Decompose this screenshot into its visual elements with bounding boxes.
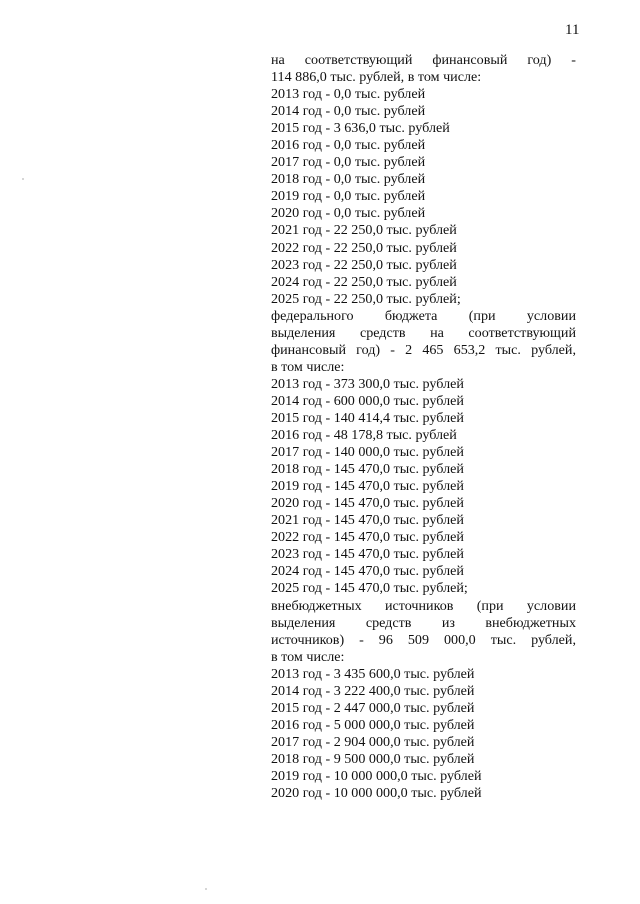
text-line: 2016 год - 5 000 000,0 тыс. рублей [271, 716, 475, 733]
text-line: 2021 год - 22 250,0 тыс. рублей [271, 222, 457, 239]
funding-text-block [271, 52, 576, 802]
text-line: 2017 год - 140 000,0 тыс. рублей [271, 444, 464, 461]
text-line: 2015 год - 3 636,0 тыс. рублей [271, 120, 450, 137]
text-line: 2022 год - 145 470,0 тыс. рублей [271, 529, 464, 546]
text-line: 2017 год - 0,0 тыс. рублей [271, 154, 426, 171]
text-line: 2014 год - 0,0 тыс. рублей [271, 103, 426, 120]
text-line: 2022 год - 22 250,0 тыс. рублей [271, 239, 457, 256]
text-line: 2023 год - 22 250,0 тыс. рублей [271, 256, 457, 273]
text-line: 2016 год - 0,0 тыс. рублей [271, 137, 426, 154]
text-line: финансовый год) - 2 465 653,2 тыс. рублей, [271, 341, 576, 358]
text-line: 2024 год - 145 470,0 тыс. рублей [271, 563, 464, 580]
text-line: 2019 год - 145 470,0 тыс. рублей [271, 478, 464, 495]
text-line: 2025 год - 22 250,0 тыс. рублей; [271, 290, 461, 307]
text-line: федерального бюджета (при условии [271, 307, 576, 324]
text-line: 2021 год - 145 470,0 тыс. рублей [271, 512, 464, 529]
text-line: 2020 год - 10 000 000,0 тыс. рублей [271, 785, 482, 802]
text-line: 2019 год - 0,0 тыс. рублей [271, 188, 426, 205]
text-line: 2023 год - 145 470,0 тыс. рублей [271, 546, 464, 563]
text-line: 2018 год - 145 470,0 тыс. рублей [271, 461, 464, 478]
text-line: 2017 год - 2 904 000,0 тыс. рублей [271, 733, 475, 750]
text-line: на соответствующий финансовый год) - [271, 52, 576, 68]
text-line: 2013 год - 373 300,0 тыс. рублей [271, 375, 464, 392]
text-line: 2020 год - 145 470,0 тыс. рублей [271, 495, 464, 512]
text-line: в том числе: [271, 648, 345, 665]
text-line: 2020 год - 0,0 тыс. рублей [271, 205, 426, 222]
text-line: выделения средств из внебюджетных [271, 614, 576, 631]
text-line: 2013 год - 3 435 600,0 тыс. рублей [271, 665, 475, 682]
text-line: 114 886,0 тыс. рублей, в том числе: [271, 69, 482, 86]
scan-speck [205, 888, 207, 890]
text-line: 2018 год - 0,0 тыс. рублей [271, 171, 426, 188]
page-number: 11 [565, 22, 580, 38]
text-line: 2025 год - 145 470,0 тыс. рублей; [271, 580, 468, 597]
text-line: 2016 год - 48 178,8 тыс. рублей [271, 427, 457, 444]
text-line: выделения средств на соответствующий [271, 324, 576, 341]
scan-speck [22, 178, 24, 180]
text-line: 2019 год - 10 000 000,0 тыс. рублей [271, 767, 482, 784]
text-line: 2014 год - 600 000,0 тыс. рублей [271, 392, 464, 409]
text-line: 2014 год - 3 222 400,0 тыс. рублей [271, 682, 475, 699]
text-line: источников) - 96 509 000,0 тыс. рублей, [271, 631, 576, 648]
text-line: внебюджетных источников (при условии [271, 597, 576, 614]
text-line: в том числе: [271, 358, 345, 375]
text-line: 2015 год - 2 447 000,0 тыс. рублей [271, 699, 475, 716]
text-line: 2015 год - 140 414,4 тыс. рублей [271, 409, 464, 426]
text-line: 2013 год - 0,0 тыс. рублей [271, 86, 426, 103]
text-line: 2018 год - 9 500 000,0 тыс. рублей [271, 750, 475, 767]
text-line: 2024 год - 22 250,0 тыс. рублей [271, 273, 457, 290]
